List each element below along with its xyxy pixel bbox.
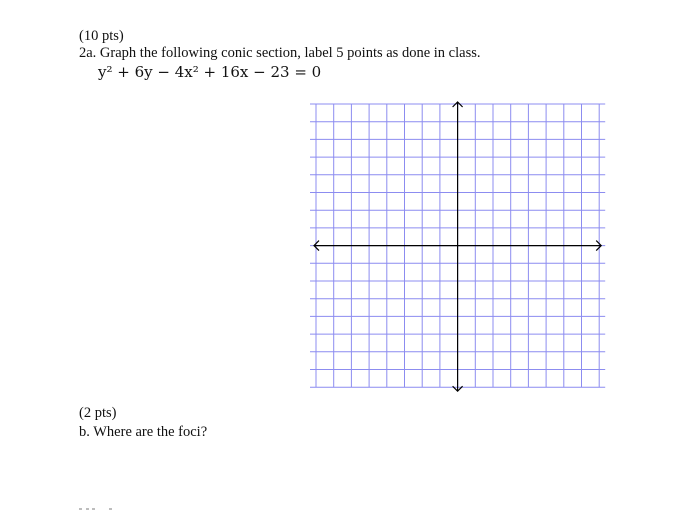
axes bbox=[314, 102, 601, 391]
problem-2a-prompt: 2a. Graph the following conic section, label 5 points as done in class. bbox=[79, 45, 481, 61]
page-edge-mark bbox=[79, 507, 119, 511]
problem-2b-points: (2 pts) bbox=[79, 405, 117, 421]
problem-2b-prompt: b. Where are the foci? bbox=[79, 424, 208, 440]
problem-2a-points: (10 pts) bbox=[79, 28, 124, 44]
conic-equation: y² + 6y − 4x² + 16x − 23 = 0 bbox=[98, 63, 322, 81]
